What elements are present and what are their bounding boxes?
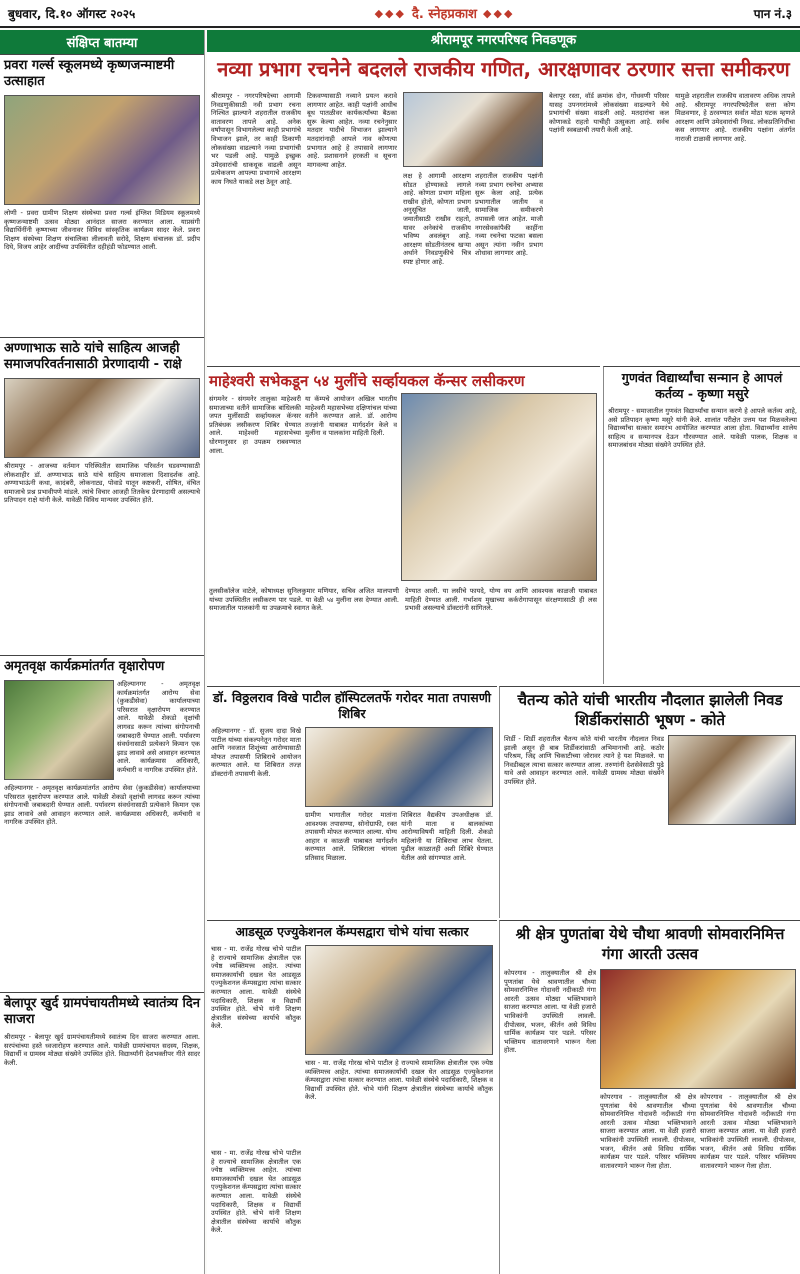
punatamba-text-more: कोपरगाव - तालुक्यातील श्री क्षेत्र पुणतांबा येथे श्रावणातील चौथ्या सोमवारनिमित्त गोदावरी नदीकाठी गंगा आरती उत्सव मोठ्या भक्तिभावाने साजरा करण्यात आला. या वेळी हजारो भाविकांनी उपस्थिती लावली. दीपोत्सव, भजन, कीर्तन असे विविध धार्मिक कार्यक्रम पार पडले. परिसर भक्तिमय वातावरणाने भारून गेला होता.	[600, 1093, 696, 1170]
adsul-headline: आडसूळ एज्युकेशनल कॅम्पसद्वारा चोभे यांचा सत्कार	[235, 924, 469, 939]
lead-col5: बेलापूर रस्ता, वॉर्ड क्रमांक दोन, गोंधवणी परिसर यासह उपनगरांमध्ये लोकसंख्या वाढल्याने येथे प्रभागांची संख्या वाढली आहे. मतदारांचा कल कोणाकडे राहतो याचीही उत्सुकता आहे. सर्वच पक्षांनी स्वबळाची तयारी केली आहे.	[549, 92, 669, 135]
vitthal-photo	[305, 727, 493, 807]
story1-photo	[4, 95, 200, 205]
vitthal-col2: ग्रामीण भागातील गरोदर मातांना आवश्यक तपासण्या, सोनोग्राफी, रक्त तपासणी मोफत करण्यात आल्या. योग्य आहार व काळजी याबाबत मार्गदर्शन करण्यात आले. शिबिराला चांगला प्रतिसाद मिळाला.	[305, 811, 397, 862]
lead-section-label: श्रीरामपूर नगरपरिषद निवडणूक	[207, 30, 800, 52]
story3-text: अहिल्यानगर - अमृतवृक्ष कार्यक्रमांतर्गत आरोग्य सेवा (कुकडीसेवा) कार्यालयाच्या परिसरात वृक्षारोपण करण्यात आले. यावेळी शेकडो वृक्षांची लागवड करून त्यांच्या संगोपनाची जबाबदारी घेण्यात आली. पर्यावरण संवर्धनासाठी प्रत्येकाने किमान एक झाड लावावे असे आवाहन करण्यात आले. कार्यक्रमास अधिकारी, कर्मचारी व नागरिक उपस्थित होते.	[117, 680, 200, 774]
cancer-col3: तुलसीकॉलेज वाटेले, कोषाध्यक्ष सुनिलकुमार मणियार, सचिव अजित मालपाणी यांच्या उपस्थितीत लसीकरण पार पडले. या वेळी ५४ मुलींना लस देण्यात आली. समाजातील पालकांनी या उपक्रमाचे स्वागत केले.	[209, 587, 399, 613]
chaitanya-headline: चैतन्य कोते यांची भारतीय नौदलात झालेली निवड शिर्डीकरांसाठी भूषण - कोते	[517, 691, 783, 729]
story2-headline: अण्णाभाऊ साठे यांचे साहित्य आजही समाजपरिवर्तनासाठी प्रेरणादायी - राक्षे	[0, 337, 204, 376]
adsul-story	[207, 920, 497, 1274]
adsul-text-more: चास - मा. राजेंद्र गोरख चोभे पाटील हे राज्याचे सामाजिक क्षेत्रातील एक ज्येष्ठ व्यक्तिमत्त्व आहेत. त्यांच्या समाजकार्याची दखल घेत आडसूळ एज्युकेशनल कॅम्पसद्वारा त्यांचा सत्कार करण्यात आला. यावेळी संस्थेचे पदाधिकारी, शिक्षक व विद्यार्थी उपस्थित होते. चोभे यांनी शिक्षण क्षेत्रातील संस्थेच्या कार्याचे कौतुक केले.	[305, 1059, 493, 1102]
punatamba-headline: श्री क्षेत्र पुणतांबा येथे चौथा श्रावणी सोमवारनिमित्त गंगा आरती उत्सव	[515, 925, 785, 963]
gunvant-text: श्रीरामपूर - समाजातील गुणवंत विद्यार्थ्यांचा सन्मान करणे हे आपले कर्तव्य आहे, असे प्रतिपादन कृष्णा मसुरे यांनी केले. शालांत परीक्षेत उत्तम यश मिळवलेल्या विद्यार्थ्यांचा सत्कार समारंभ आयोजित करण्यात आला होता. विद्यार्थ्यांना शालेय साहित्य व सन्मानपत्र देऊन गौरवण्यात आले. यावेळी पालक, शिक्षक व समाजबांधव मोठ्या संख्येने उपस्थित होते.	[608, 407, 797, 450]
story1-headline: प्रवरा गर्ल्स स्कूलमध्ये कृष्णजन्माष्टमी उत्साहात	[0, 54, 204, 93]
chaitanya-story	[499, 686, 800, 918]
lead-col3: लक्ष हे आगामी आरक्षण सोडत होण्याकडे लागले आहे. कोणता प्रभाग महिला राखीव होतो, कोणता प्रभाग अनुसूचित जाती, जमातीसाठी राखीव राहतो, यावर अनेकांचे राजकीय भविष्य अवलंबून आहे. आरक्षण सोडतीनंतरच खऱ्या अर्थाने निवडणुकीचे चित्र स्पष्ट होणार आहे.	[403, 172, 471, 266]
cancer-col4: देण्यात आली. या लसीचे फायदे, योग्य वय आणि आवश्यक काळजी याबाबत माहिती देण्यात आली. गर्भाशय मुखाच्या कर्करोगापासून संरक्षणासाठी ही लस प्रभावी असल्याचे डॉक्टरांनी सांगितले.	[405, 587, 597, 613]
cancer-photo	[401, 393, 597, 581]
masthead-center	[375, 4, 515, 22]
adsul-text-tail: चास - मा. राजेंद्र गोरख चोभे पाटील हे राज्याचे सामाजिक क्षेत्रातील एक ज्येष्ठ व्यक्तिमत्त्व आहेत. त्यांच्या समाजकार्याची दखल घेत आडसूळ एज्युकेशनल कॅम्पसद्वारा त्यांचा सत्कार करण्यात आला. यावेळी संस्थेचे पदाधिकारी, शिक्षक व विद्यार्थी उपस्थित होते. चोभे यांनी शिक्षण क्षेत्रातील संस्थेच्या कार्याचे कौतुक केले.	[211, 1149, 301, 1235]
masthead	[0, 0, 800, 28]
issue-date: बुधवार, दि.१० ऑगस्ट २०२५	[8, 6, 136, 21]
story2-text: श्रीरामपूर - आजच्या वर्तमान परिस्थितीत सामाजिक परिवर्तन घडवण्यासाठी लोकशाहीर डॉ. अण्णाभाऊ साठे यांचे साहित्य समाजाला दिशादर्शक आहे. अण्णाभाऊंनी कथा, कादंबरी, लोकनाट्य, पोवाडे यातून कष्टकरी, शोषित, वंचित समाजाचे प्रश्न प्रभावीपणे मांडले. त्यांचे विचार आजही तितकेच प्रेरणादायी असल्याचे प्रतिपादन राक्षे यांनी केले. यावेळी विविध मान्यवर उपस्थित होते.	[4, 462, 200, 505]
cancer-col1: संगमनेर - संगमनेर तालुका माहेश्वरी समाजाच्या वतीने सामाजिक बांधिलकी जपत मुलींसाठी सर्व्हायकल कॅन्सर प्रतिबंधक लसीकरण शिबिर घेण्यात आले. माहेश्वरी महासभेच्या धोरणानुसार हा उपक्रम राबवण्यात आला.	[209, 395, 301, 455]
paper-name: दै. स्नेहप्रकाश	[411, 7, 478, 22]
punatamba-text-tail: कोपरगाव - तालुक्यातील श्री क्षेत्र पुणतांबा येथे श्रावणातील चौथ्या सोमवारनिमित्त गोदावरी नदीकाठी गंगा आरती उत्सव मोठ्या भक्तिभावाने साजरा करण्यात आला. या वेळी हजारो भाविकांनी उपस्थिती लावली. दीपोत्सव, भजन, कीर्तन असे विविध धार्मिक कार्यक्रम पार पडले. परिसर भक्तिमय वातावरणाने भारून गेला होता.	[700, 1093, 796, 1170]
gunvant-story	[603, 366, 800, 684]
brief-news-column	[0, 30, 205, 1274]
punatamba-photo	[600, 969, 796, 1089]
vitthal-col3: शिबिरात वैद्यकीय उपअधीक्षक डॉ. यांनी माता व बालकांच्या आरोग्याविषयी माहिती दिली. शेकडो महिलांनी या शिबिराचा लाभ घेतला. पुढील काळातही अशी शिबिरे घेण्यात येतील असे सांगण्यात आले.	[401, 811, 493, 862]
story2-photo	[4, 378, 200, 458]
lead-col6: यामुळे शहरातील राजकीय वातावरण अधिक तापले आहे. श्रीरामपूर नगरपरिषदेतील सत्ता कोण मिळवणार, हे ठरवण्यात सर्वात मोठा घटक म्हणजे आरक्षण आणि उमेदवारांची निवड. लोकप्रतिनिधींचा कस लागणार आहे. राजकीय पक्षांना अंतर्गत नाराजी टाळावी लागणार आहे.	[675, 92, 795, 143]
brief-news-title: संक्षिप्त बातम्या	[0, 30, 204, 54]
chaitanya-text: शिर्डी - शिर्डी शहरातील चैतन्य कोते यांची भारतीय नौदलात निवड झाली असून ही बाब शिर्डीकरांसाठी अभिमानाची आहे. कठोर परिश्रम, जिद्द आणि चिकाटीच्या जोरावर त्याने हे यश मिळवले. या निवडीबद्दल त्याचा सत्कार करण्यात आला. तरुणांनी देशसेवेसाठी पुढे यावे असे आवाहन करण्यात आले. यावेळी ग्रामस्थ मोठ्या संख्येने उपस्थित होते.	[504, 735, 664, 786]
lamp-icons: ◆◆◆	[374, 6, 406, 20]
cancer-headline: माहेश्वरी सभेकडून ५४ मुलींचे सर्व्हायकल कॅन्सर लसीकरण	[209, 372, 525, 390]
lead-col2: टिकवण्यासाठी नव्याने प्रयत्न करावे लागणार आहेत. काही पक्षांनी आधीच बूथ पातळीवर कार्यकर्त्यांच्या बैठका सुरू केल्या आहेत. नव्या रचनेनुसार मतदार यादीचे विभाजन झाल्याने मतदारांनाही आपले नाव कोणत्या प्रभागात आहे हे तपासावे लागणार आहे. प्रशासनाने हरकती व सूचना मागवल्या आहेत.	[307, 92, 397, 169]
punatamba-story	[499, 920, 800, 1274]
lead-col4: शहरातील राजकीय पक्षांनी नव्या प्रभाग रचनेचा अभ्यास सुरू केला आहे. प्रत्येक प्रभागातील जातीय व सामाजिक समीकरणे तपासली जात आहेत. माजी नगरसेवकांपैकी काहींना नव्या रचनेचा फटका बसला असून त्यांना नवीन प्रभाग शोधावा लागणार आहे.	[475, 172, 543, 258]
cancer-col2: या कॅम्पचे आयोजन अखिल भारतीय माहेश्वरी महासभेच्या दक्षिणांचल यांच्या वतीने करण्यात आले. डॉ. आरोग्य तज्ज्ञांनी याबाबत मार्गदर्शन केले व मुलींना व पालकांना माहिती दिली.	[305, 395, 397, 438]
story4-text: श्रीरामपूर - बेलापूर खुर्द ग्रामपंचायतीमध्ये स्वातंत्र्य दिन साजरा करण्यात आला. सरपंचांच्या हस्ते ध्वजारोहण करण्यात आले. यावेळी ग्रामपंचायत सदस्य, शिक्षक, विद्यार्थी व ग्रामस्थ मोठ्या संख्येने उपस्थित होते. विद्यार्थ्यांनी देशभक्तीपर गीते सादर केली.	[4, 1033, 200, 1067]
vitthal-headline: डॉ. विठ्ठलराव विखे पाटील हॉस्पिटलतर्फे गरोदर माता तपासणी शिबिर	[212, 690, 491, 721]
adsul-photo	[305, 945, 493, 1055]
vitthal-col1: अहिल्यानगर - डॉ. सुजय दादा विखे पाटील यांच्या संकल्पनेतून गरोदर माता आणि नवजात शिशूंच्या आरोग्यासाठी मोफत तपासणी शिबिराचे आयोजन करण्यात आले. या शिबिरात तज्ज्ञ डॉक्टरांनी तपासणी केली.	[211, 727, 301, 778]
lead-photo-building	[403, 92, 543, 167]
story4-headline: बेलापूर खुर्द ग्रामपंचायतीमध्ये स्वातंत्र्य दिन साजरा	[0, 992, 204, 1031]
cancer-story	[207, 366, 600, 684]
lead-headline: नव्या प्रभाग रचनेने बदलले राजकीय गणित, आरक्षणावर ठरणार सत्ता समीकरण	[217, 57, 790, 81]
lead-col1: श्रीरामपूर - नगरपरिषदेच्या आगामी निवडणुकीसाठी नवी प्रभाग रचना निश्चित झाल्याने शहरातील राजकीय वातावरण तापले आहे. अनेक वर्षांपासून विभागलेल्या काही प्रभागांचे विभाजन झाले, तर काही ठिकाणी लोकसंख्या वाढल्याने नव्या प्रभागांची भर पडली आहे. यामुळे इच्छुक उमेदवारांची धाकधूक वाढली असून प्रत्येकजण आपल्या प्रभागाचे आरक्षण काय निघते याकडे लक्ष ठेवून आहे.	[211, 92, 301, 186]
chaitanya-photo	[668, 735, 796, 825]
story3-photo	[4, 680, 114, 780]
main-content	[207, 30, 800, 1274]
punatamba-text: कोपरगाव - तालुक्यातील श्री क्षेत्र पुणतांबा येथे श्रावणातील चौथ्या सोमवारनिमित्त गोदावरी नदीकाठी गंगा आरती उत्सव मोठ्या भक्तिभावाने साजरा करण्यात आला. या वेळी हजारो भाविकांनी उपस्थिती लावली. दीपोत्सव, भजन, कीर्तन असे विविध धार्मिक कार्यक्रम पार पडले. परिसर भक्तिमय वातावरणाने भारून गेला होता.	[504, 969, 596, 1055]
story1-text: लोणी - प्रवरा ग्रामीण शिक्षण संस्थेच्या प्रवरा गर्ल्स इंग्लिश मिडियम स्कूलमध्ये कृष्णजन्माष्टमी उत्सव मोठ्या आनंदात साजरा करण्यात आला. याप्रसंगी विद्यार्थिनींनी कृष्णाच्या जीवनावर विविध सांस्कृतिक कार्यक्रम सादर केले. प्रवरा शिक्षण संस्थेच्या शिक्षण संचालिका लीलावती सरोदे, शिक्षण संचालक डॉ. प्रदीप दिघे, विजय आहेर आदींच्या उपस्थितीत दहीहंडी फोडण्यात आली.	[4, 209, 200, 252]
story3-headline: अमृतवृक्ष कार्यक्रमांतर्गत वृक्षारोपण	[0, 655, 204, 678]
lamp-icons-right: ◆◆◆	[483, 6, 515, 20]
story3-text-more: अहिल्यानगर - अमृतवृक्ष कार्यक्रमांतर्गत आरोग्य सेवा (कुकडीसेवा) कार्यालयाच्या परिसरात वृक्षारोपण करण्यात आले. यावेळी शेकडो वृक्षांची लागवड करून त्यांच्या संगोपनाची जबाबदारी घेण्यात आली. पर्यावरण संवर्धनासाठी प्रत्येकाने किमान एक झाड लावावे असे आवाहन करण्यात आले. कार्यक्रमास अधिकारी, कर्मचारी व नागरिक उपस्थित होते.	[4, 784, 200, 827]
adsul-text: चास - मा. राजेंद्र गोरख चोभे पाटील हे राज्याचे सामाजिक क्षेत्रातील एक ज्येष्ठ व्यक्तिमत्त्व आहेत. त्यांच्या समाजकार्याची दखल घेत आडसूळ एज्युकेशनल कॅम्पसद्वारा त्यांचा सत्कार करण्यात आला. यावेळी संस्थेचे पदाधिकारी, शिक्षक व विद्यार्थी उपस्थित होते. चोभे यांनी शिक्षण क्षेत्रातील संस्थेच्या कार्याचे कौतुक केले.	[211, 945, 301, 1031]
gunvant-headline: गुणवंत विद्यार्थ्यांचा सन्मान हे आपलं कर्तव्य - कृष्णा मसुरे	[621, 370, 783, 401]
page-number: पान नं.३	[753, 6, 792, 21]
lead-body	[211, 92, 796, 362]
vitthal-story	[207, 686, 497, 918]
